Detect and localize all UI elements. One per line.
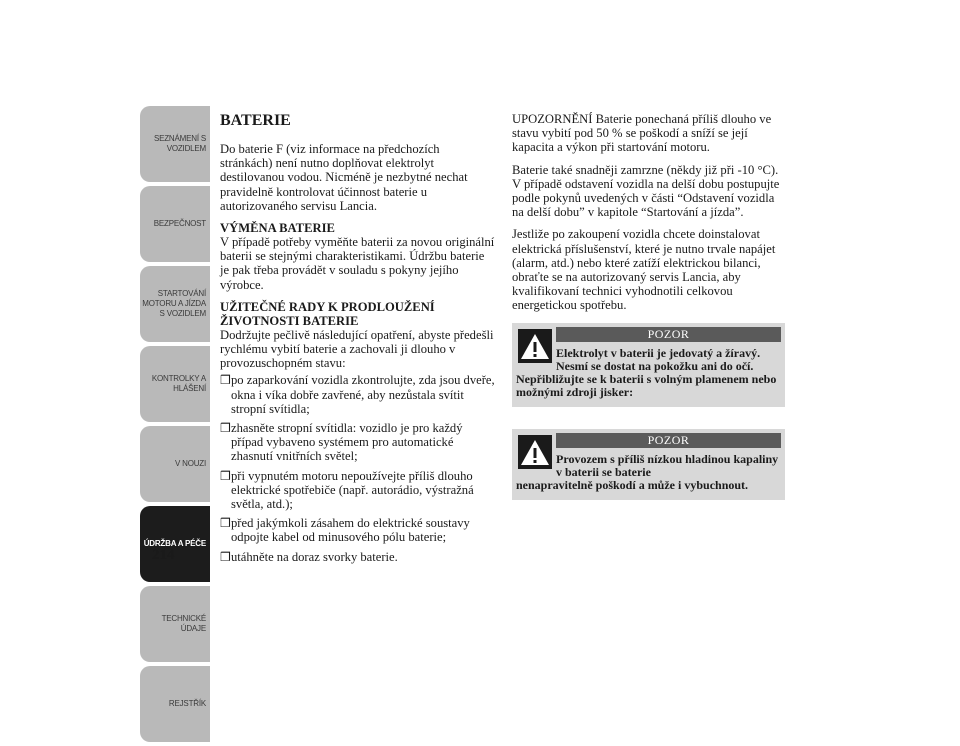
tab-label-line: V NOUZI — [174, 459, 206, 468]
tab-label-line: BEZPEČNOST — [153, 219, 206, 228]
list-item — [220, 373, 495, 416]
warning-text — [516, 453, 781, 492]
tab-label-line: MOTORU A JÍZDA — [142, 299, 206, 308]
warning-box — [512, 323, 785, 407]
tab-v-nouzi[interactable] — [140, 426, 210, 502]
tips-intro: Dodržujte pečlivě následující opatření, abyste předešli rychlému vybití baterie a zachovali ji dlouho v provozuschopném stavu: — [220, 327, 494, 371]
tab-bezpecnost[interactable] — [140, 186, 210, 262]
page-number: 214 — [152, 547, 175, 563]
tab-seznameni-s-vozidlem[interactable] — [140, 106, 210, 182]
tab-label-line: VOZIDLEM — [166, 144, 206, 153]
warning-text-indented: Elektrolyt v baterii je jedovatý a žíravý. Nesmí se dostat na pokožku ani do očí. — [556, 345, 761, 373]
tips-heading: UŽITEČNÉ RADY K PRODLOUŽENÍ ŽIVOTNOSTI BATERIE — [220, 299, 435, 328]
checkbox-bullet-icon: ❒ — [220, 468, 231, 483]
warning-heading: POZOR — [556, 327, 781, 342]
intro-paragraph: Do baterie F (viz informace na předchozích stránkách) není nutno doplňovat elektrolyt destilovanou vodou. Nicméně je nezbytné nechat pravidelně kontrolovat účinnost baterie u autorizovaného servisu Lancia. — [220, 142, 468, 213]
checkbox-bullet-icon: ❒ — [220, 421, 231, 436]
tab-label-line: ÚDRŽBA A PÉČE — [143, 539, 206, 548]
list-item — [220, 421, 495, 464]
tab-label-line: HLÁŠENÍ — [173, 384, 206, 393]
tab-label-line: REJSTŘÍK — [168, 699, 206, 708]
checkbox-bullet-icon: ❒ — [220, 516, 231, 531]
tab-label-line: STARTOVÁNÍ — [157, 289, 206, 298]
list-item — [220, 550, 495, 564]
tab-rejstrik[interactable] — [140, 666, 210, 742]
replace-heading: VÝMĚNA BATERIE — [220, 221, 335, 236]
warning-box — [512, 429, 785, 500]
tab-technicke-udaje[interactable] — [140, 586, 210, 662]
replace-paragraph: V případě potřeby vyměňte baterii za novou originální baterii se stejnými charakteristikami. Údržbu baterie je pak třeba provádět v souladu s pokyny jejího výrobce. — [220, 235, 495, 292]
warning-text-rest: nenapravitelně poškodí a může i vybuchnout. — [516, 477, 749, 492]
warning-heading: POZOR — [556, 433, 781, 448]
list-item — [220, 469, 495, 512]
list-item-text: po zaparkování vozidla zkontrolujte, zda jsou dveře, okna i víka dobře zavřené, aby nezůstala svítit stropní svítidla; — [231, 373, 495, 416]
checkbox-bullet-icon: ❒ — [220, 373, 231, 388]
list-item-text: utáhněte na doraz svorky baterie. — [231, 549, 398, 564]
accessories-paragraph: Jestliže po zakoupení vozidla chcete doinstalovat elektrická příslušenství, které je nutno trvale napájet (alarm, atd.) nebo které zatíží elektrickou bilanci, obraťte se na autorizovaný servis Lancia, aby kvalifikovaní technici vyhodnotili celkovou energetickou spotřebu. — [512, 227, 776, 313]
warning-triangle-icon — [518, 329, 552, 363]
freezing-paragraph: Baterie také snadněji zamrzne (někdy již při -10 °C). V případě odstavení vozidla na delší dobu postupujte podle pokynů uvedených v části “Odstavení vozidla na delší dobu” v kapitole “Startování a jízda”. — [512, 162, 780, 220]
list-item-text: před jakýmkoli zásahem do elektrické soustavy odpojte kabel od minusového pólu baterie; — [231, 516, 470, 545]
warning-triangle-icon — [518, 435, 552, 469]
chapter-sidebar — [140, 106, 210, 746]
warning-text — [516, 347, 781, 399]
list-item-text: při vypnutém motoru nepoužívejte příliš dlouho elektrické spotřebiče (např. autorádio, výstražná světla, atd.); — [231, 468, 474, 512]
tab-startovani[interactable] — [140, 266, 210, 342]
checkbox-bullet-icon: ❒ — [220, 549, 231, 564]
tab-udrzba-a-pece[interactable] — [140, 506, 210, 582]
section-title: BATERIE — [220, 112, 291, 129]
list-item-text: zhasněte stropní svítidla: vozidlo je pro každý případ vybaveno systémem pro automatické zhasnutí vnitřních světel; — [231, 421, 463, 464]
tab-label-line: KONTROLKY A — [151, 374, 206, 383]
left-column — [220, 112, 495, 569]
tab-label-line: ÚDAJE — [180, 624, 206, 633]
tab-label-line: SEZNÁMENÍ S — [153, 134, 206, 143]
tab-label-line: S VOZIDLEM — [159, 309, 206, 318]
warning-text-indented: Provozem s příliš nízkou hladinou kapaliny v baterii se baterie — [556, 451, 779, 479]
right-column — [512, 112, 785, 500]
warning-text-rest: Nepřibližujte se k baterii s volným plamenem nebo možnými zdroji jisker: — [516, 371, 777, 399]
list-item — [220, 516, 495, 544]
tab-label-line: TECHNICKÉ — [161, 614, 206, 623]
tab-kontrolky[interactable] — [140, 346, 210, 422]
warning-note-paragraph: UPOZORNĚNÍ Baterie ponechaná příliš dlouho ve stavu vybití pod 50 % se poškodí a sníží se její kapacita a výkon při startování motoru. — [512, 112, 772, 155]
